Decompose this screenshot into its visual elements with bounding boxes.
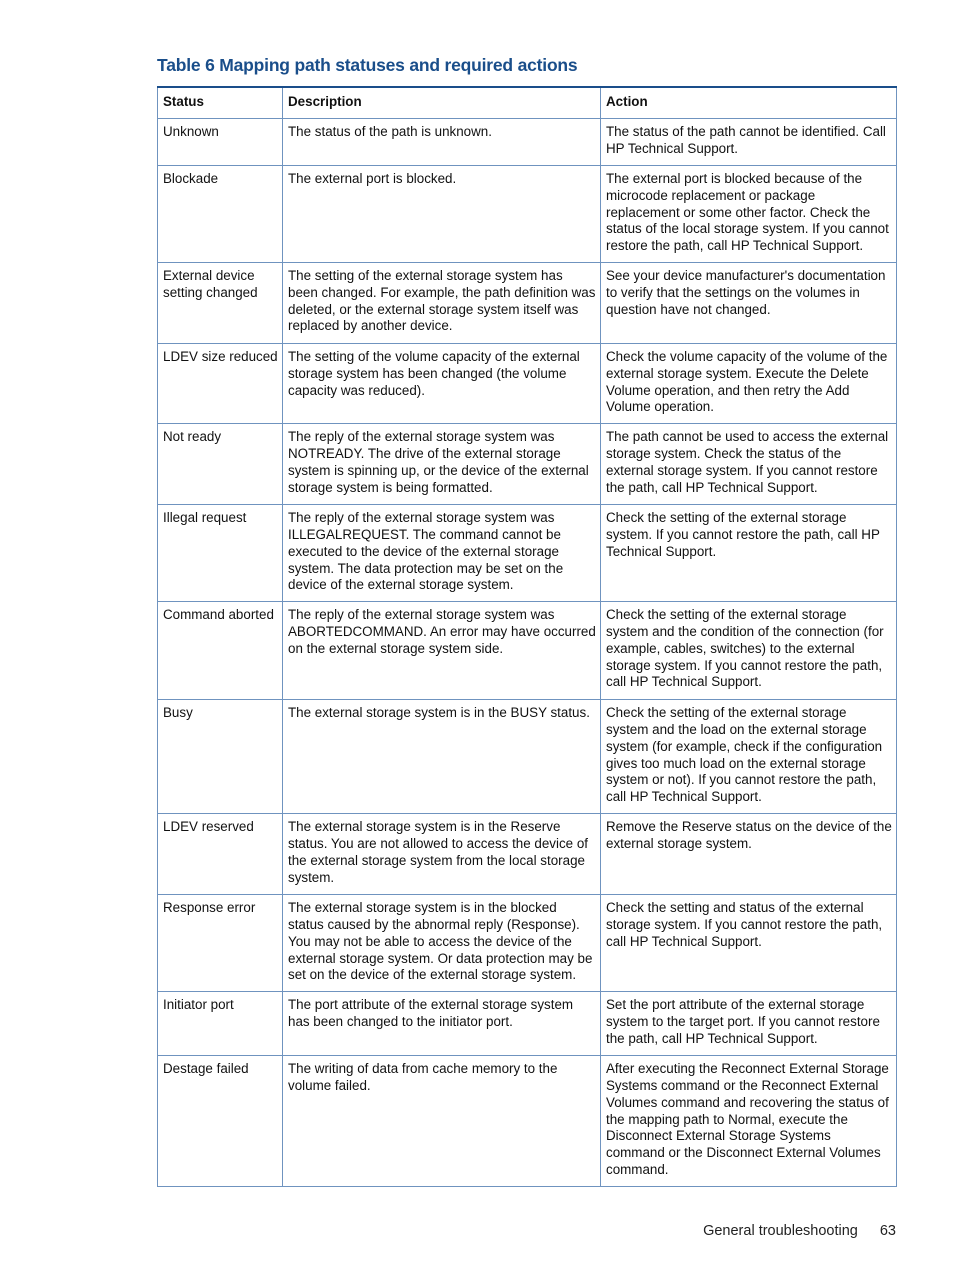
- action-cell: Remove the Reserve status on the device of the external storage system.: [601, 814, 897, 895]
- column-header-action: Action: [601, 87, 897, 119]
- action-cell: Check the setting of the external storage system and the condition of the connection (for example, cables, switches) to the external storage system. If you cannot restore the path, call HP Technical Support.: [601, 602, 897, 700]
- description-cell: The external storage system is in the blocked status caused by the abnormal reply (Response). You may not be able to access the device of the external storage system. Or data protection may be set on the device of the external storage system.: [283, 895, 601, 992]
- status-cell: Command aborted: [158, 602, 283, 700]
- status-cell: Response error: [158, 895, 283, 992]
- status-cell: Busy: [158, 700, 283, 814]
- action-cell: The status of the path cannot be identified. Call HP Technical Support.: [601, 119, 897, 166]
- description-cell: The reply of the external storage system was NOTREADY. The drive of the external storage system is spinning up, or the device of the external storage system is being formatted.: [283, 424, 601, 505]
- action-cell: Check the setting of the external storage system. If you cannot restore the path, call HP Technical Support.: [601, 505, 897, 602]
- description-cell: The port attribute of the external storage system has been changed to the initiator port.: [283, 992, 601, 1056]
- status-cell: Initiator port: [158, 992, 283, 1056]
- table-header-row: [158, 87, 897, 119]
- table-row: [158, 119, 897, 166]
- status-cell: Not ready: [158, 424, 283, 505]
- table-row: [158, 344, 897, 424]
- description-cell: The external storage system is in the BUSY status.: [283, 700, 601, 814]
- status-cell: External device setting changed: [158, 263, 283, 344]
- action-cell: Set the port attribute of the external storage system to the target port. If you cannot restore the path, call HP Technical Support.: [601, 992, 897, 1056]
- column-header-status: Status: [158, 87, 283, 119]
- description-cell: The status of the path is unknown.: [283, 119, 601, 166]
- description-cell: The reply of the external storage system was ILLEGALREQUEST. The command cannot be executed to the device of the external storage system. The data protection may be set on the device of the external storage system.: [283, 505, 601, 602]
- table-row: [158, 1056, 897, 1187]
- action-cell: The external port is blocked because of the microcode replacement or package replacement or some other factor. Check the status of the local storage system. If you cannot restore the path, call HP Technical Support.: [601, 166, 897, 263]
- table-row: [158, 166, 897, 263]
- description-cell: The writing of data from cache memory to the volume failed.: [283, 1056, 601, 1187]
- status-cell: Blockade: [158, 166, 283, 263]
- description-cell: The external storage system is in the Reserve status. You are not allowed to access the device of the external storage system from the local storage system.: [283, 814, 601, 895]
- table-row: [158, 992, 897, 1056]
- table-row: [158, 424, 897, 505]
- description-cell: The setting of the external storage system has been changed. For example, the path definition was deleted, or the external storage system itself was replaced by another device.: [283, 263, 601, 344]
- table-row: [158, 814, 897, 895]
- action-cell: See your device manufacturer's documentation to verify that the settings on the volumes in question have not changed.: [601, 263, 897, 344]
- table-row: [158, 505, 897, 602]
- action-cell: Check the volume capacity of the volume of the external storage system. Execute the Delete Volume operation, and then retry the Add Volume operation.: [601, 344, 897, 424]
- description-cell: The reply of the external storage system was ABORTEDCOMMAND. An error may have occurred on the external storage system side.: [283, 602, 601, 700]
- status-table-container: [157, 86, 896, 1187]
- description-cell: The setting of the volume capacity of the external storage system has been changed (the volume capacity was reduced).: [283, 344, 601, 424]
- description-cell: The external port is blocked.: [283, 166, 601, 263]
- status-cell: Destage failed: [158, 1056, 283, 1187]
- table-row: [158, 700, 897, 814]
- status-cell: LDEV size reduced: [158, 344, 283, 424]
- status-cell: Unknown: [158, 119, 283, 166]
- column-header-description: Description: [283, 87, 601, 119]
- footer-section-title: General troubleshooting: [703, 1223, 858, 1239]
- page-footer: [703, 1223, 896, 1239]
- status-table: [157, 86, 897, 1187]
- action-cell: Check the setting of the external storage system and the load on the external storage system (for example, check if the configuration gives too much load on the external storage system or not). If you cannot restore the path, call HP Technical Support.: [601, 700, 897, 814]
- status-cell: Illegal request: [158, 505, 283, 602]
- table-row: [158, 602, 897, 700]
- action-cell: The path cannot be used to access the external storage system. Check the status of the external storage system. If you cannot restore the path, call HP Technical Support.: [601, 424, 897, 505]
- table-row: [158, 263, 897, 344]
- action-cell: After executing the Reconnect External Storage Systems command or the Reconnect External Volumes command and recovering the status of the mapping path to Normal, execute the Disconnect External Storage Systems command or the Disconnect External Volumes command.: [601, 1056, 897, 1187]
- table-row: [158, 895, 897, 992]
- status-cell: LDEV reserved: [158, 814, 283, 895]
- page-number: 63: [879, 1223, 896, 1239]
- action-cell: Check the setting and status of the external storage system. If you cannot restore the path, call HP Technical Support.: [601, 895, 897, 992]
- table-title: Table 6 Mapping path statuses and required actions: [157, 55, 578, 75]
